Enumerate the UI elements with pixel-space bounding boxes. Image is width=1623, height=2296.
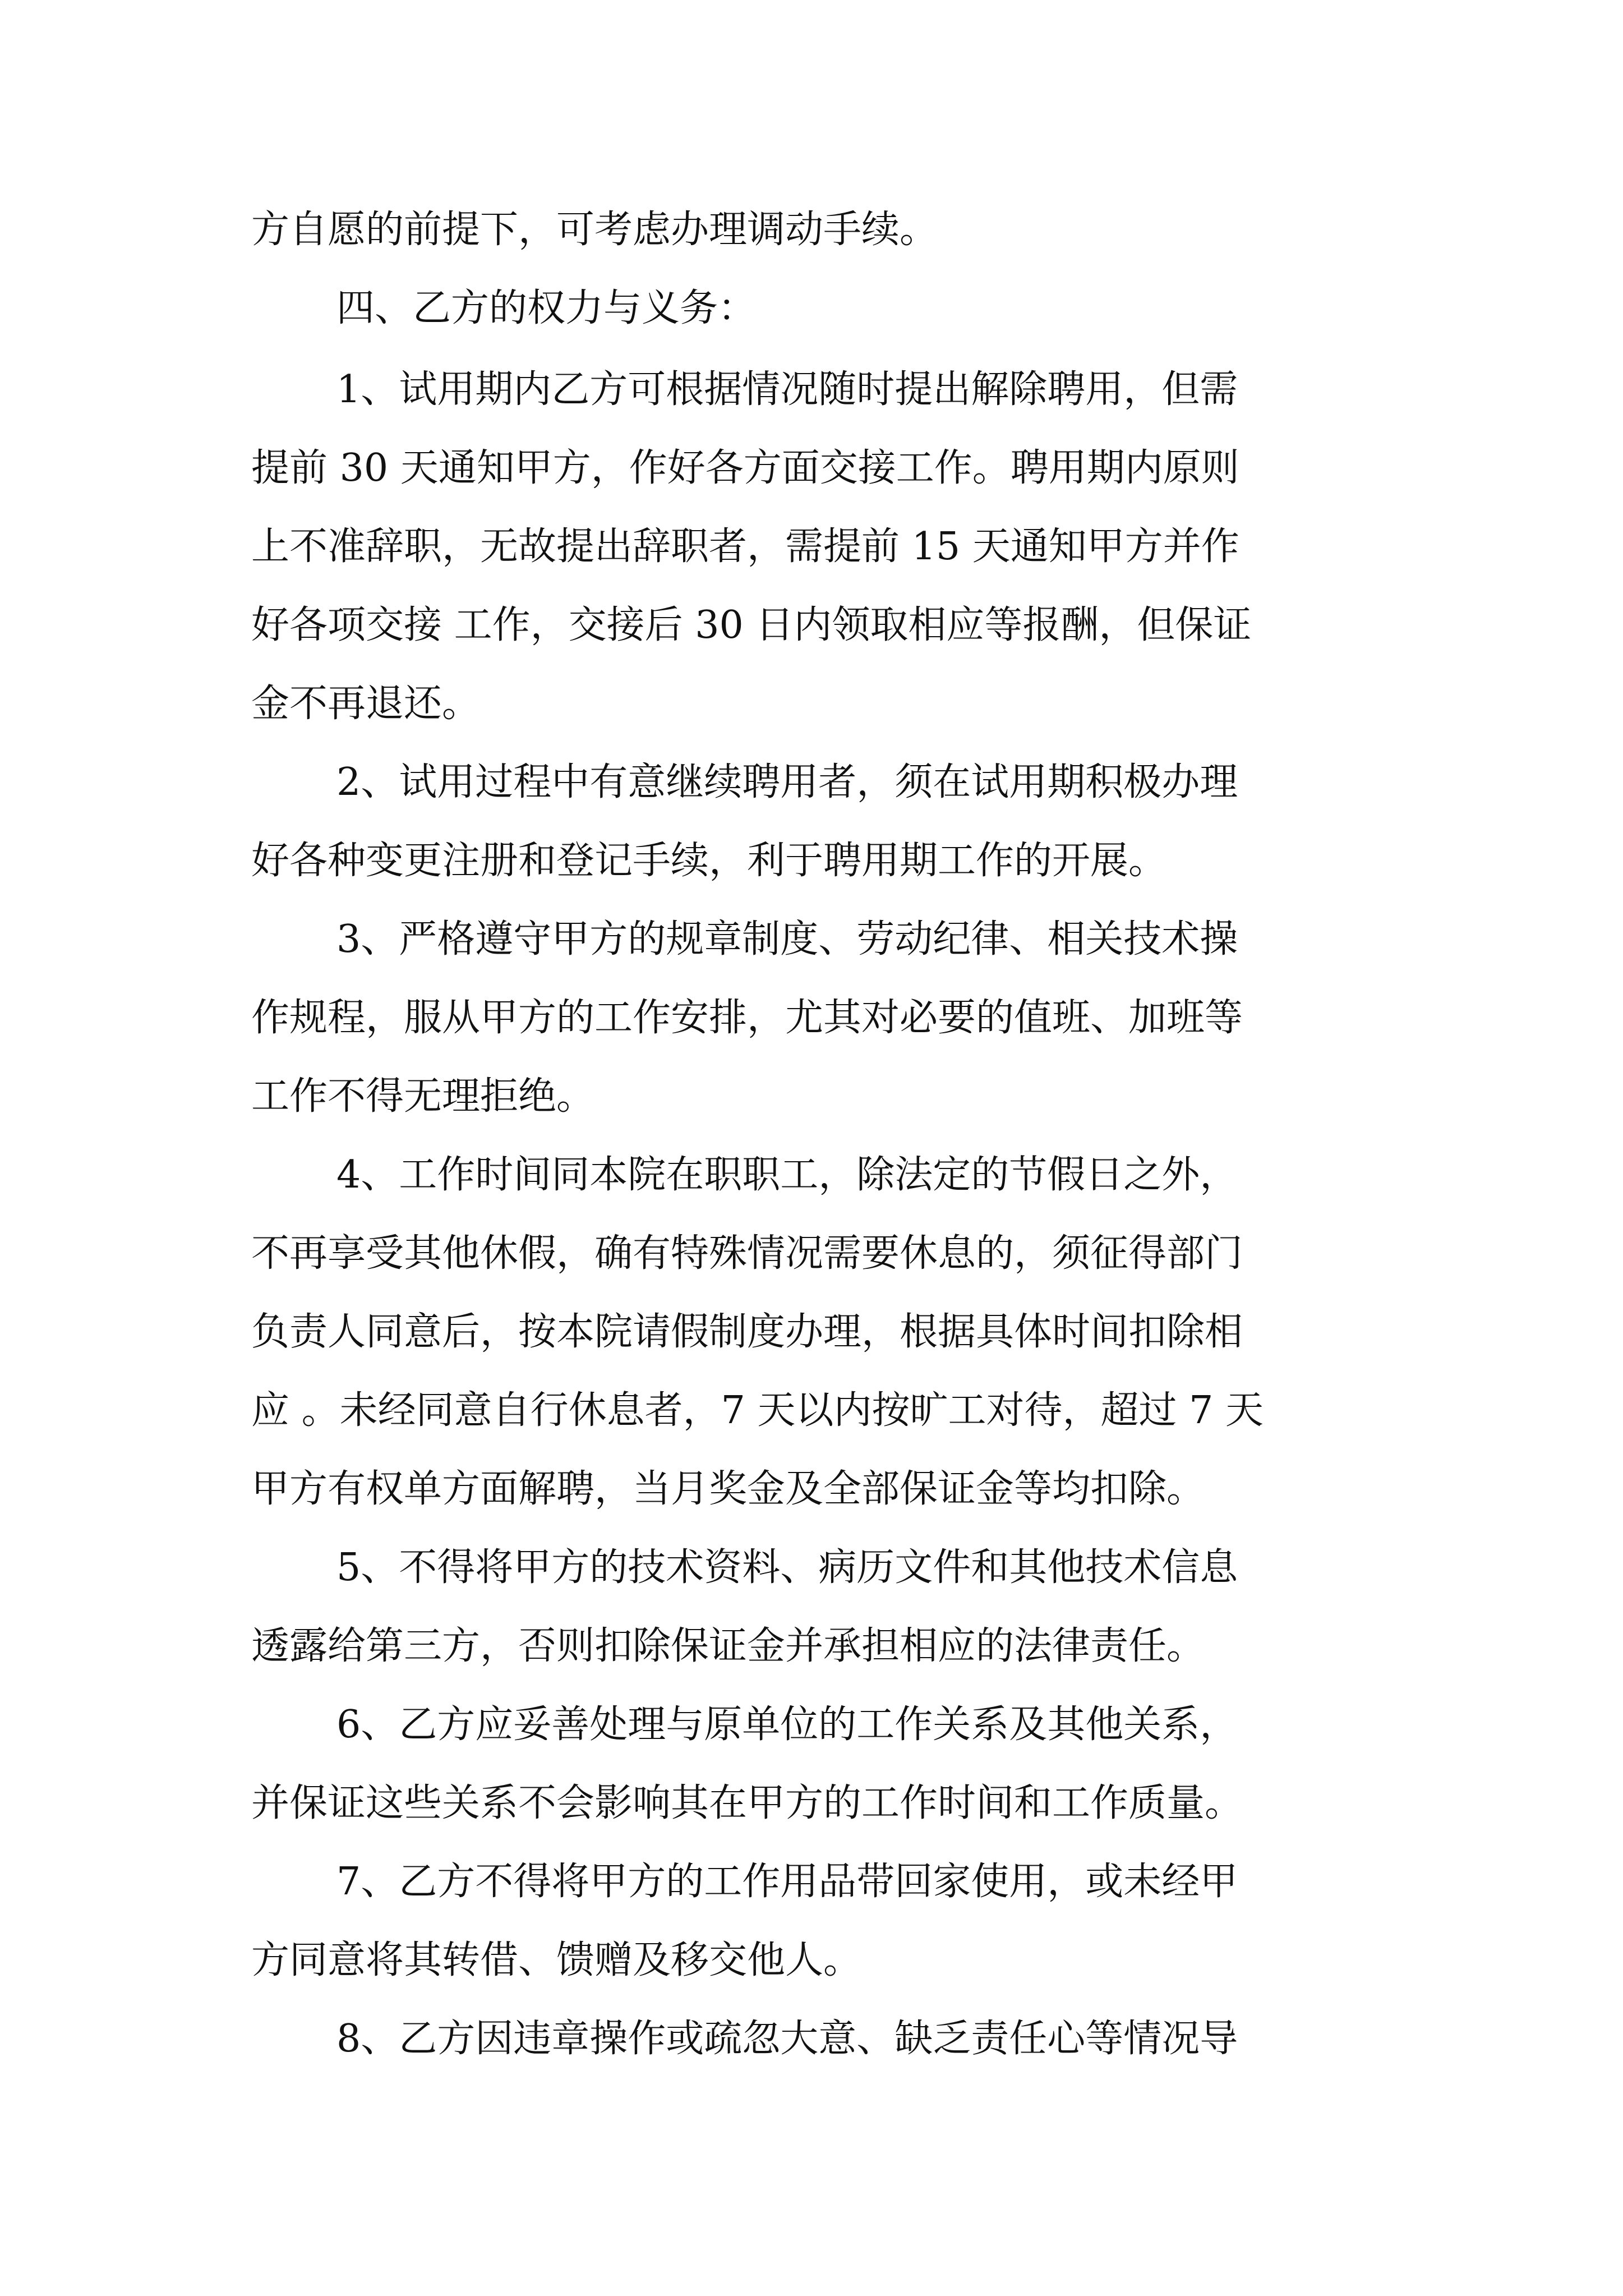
text-line: 2、试用过程中有意继续聘用者，须在试用期积极办理 bbox=[336, 760, 1238, 804]
text-line: 上不准辞职，无故提出辞职者，需提前 15 天通知甲方并作 bbox=[251, 524, 1239, 569]
text-line: 6、乙方应妥善处理与原单位的工作关系及其他关系， bbox=[336, 1703, 1238, 1747]
text-line: 4、工作时间同本院在职职工，除法定的节假日之外， bbox=[336, 1153, 1238, 1197]
text-line: 并保证这些关系不会影响其在甲方的工作时间和工作质量。 bbox=[251, 1781, 1243, 1825]
text-line: 3、严格遵守甲方的规章制度、劳动纪律、相关技术操 bbox=[336, 917, 1238, 961]
text-line: 好各项交接 工作，交接后 30 日内领取相应等报酬，但保证 bbox=[251, 603, 1252, 647]
text-line: 作规程，服从甲方的工作安排，尤其对必要的值班、加班等 bbox=[251, 996, 1243, 1040]
text-line: 8、乙方因违章操作或疏忽大意、缺乏责任心等情况导 bbox=[336, 2017, 1238, 2061]
text-line: 甲方有权单方面解聘，当月奖金及全部保证金等均扣除。 bbox=[251, 1467, 1205, 1511]
text-line: 7、乙方不得将甲方的工作用品带回家使用，或未经甲 bbox=[336, 1860, 1238, 1904]
text-line: 应 。未经同意自行休息者，7 天以内按旷工对待，超过 7 天 bbox=[251, 1388, 1264, 1433]
text-line: 不再享受其他休假，确有特殊情况需要休息的，须征得部门 bbox=[251, 1231, 1243, 1276]
section-heading: 四、乙方的权力与义务： bbox=[336, 286, 757, 330]
text-line: 5、不得将甲方的技术资料、病历文件和其他技术信息 bbox=[336, 1545, 1238, 1590]
text-line: 1、试用期内乙方可根据情况随时提出解除聘用，但需 bbox=[336, 367, 1238, 412]
text-line: 负责人同意后，按本院请假制度办理，根据具体时间扣除相 bbox=[251, 1310, 1243, 1354]
text-line: 金不再退还。 bbox=[251, 682, 481, 726]
text-line: 方同意将其转借、馈赠及移交他人。 bbox=[251, 1938, 862, 1982]
text-line: 工作不得无理拒绝。 bbox=[251, 1074, 595, 1119]
text-line: 提前 30 天通知甲方，作好各方面交接工作。聘用期内原则 bbox=[251, 446, 1239, 490]
text-line: 好各种变更注册和登记手续，利于聘用期工作的开展。 bbox=[251, 839, 1167, 883]
text-line: 方自愿的前提下，可考虑办理调动手续。 bbox=[251, 208, 938, 252]
text-line: 透露给第三方，否则扣除保证金并承担相应的法律责任。 bbox=[251, 1624, 1205, 1668]
